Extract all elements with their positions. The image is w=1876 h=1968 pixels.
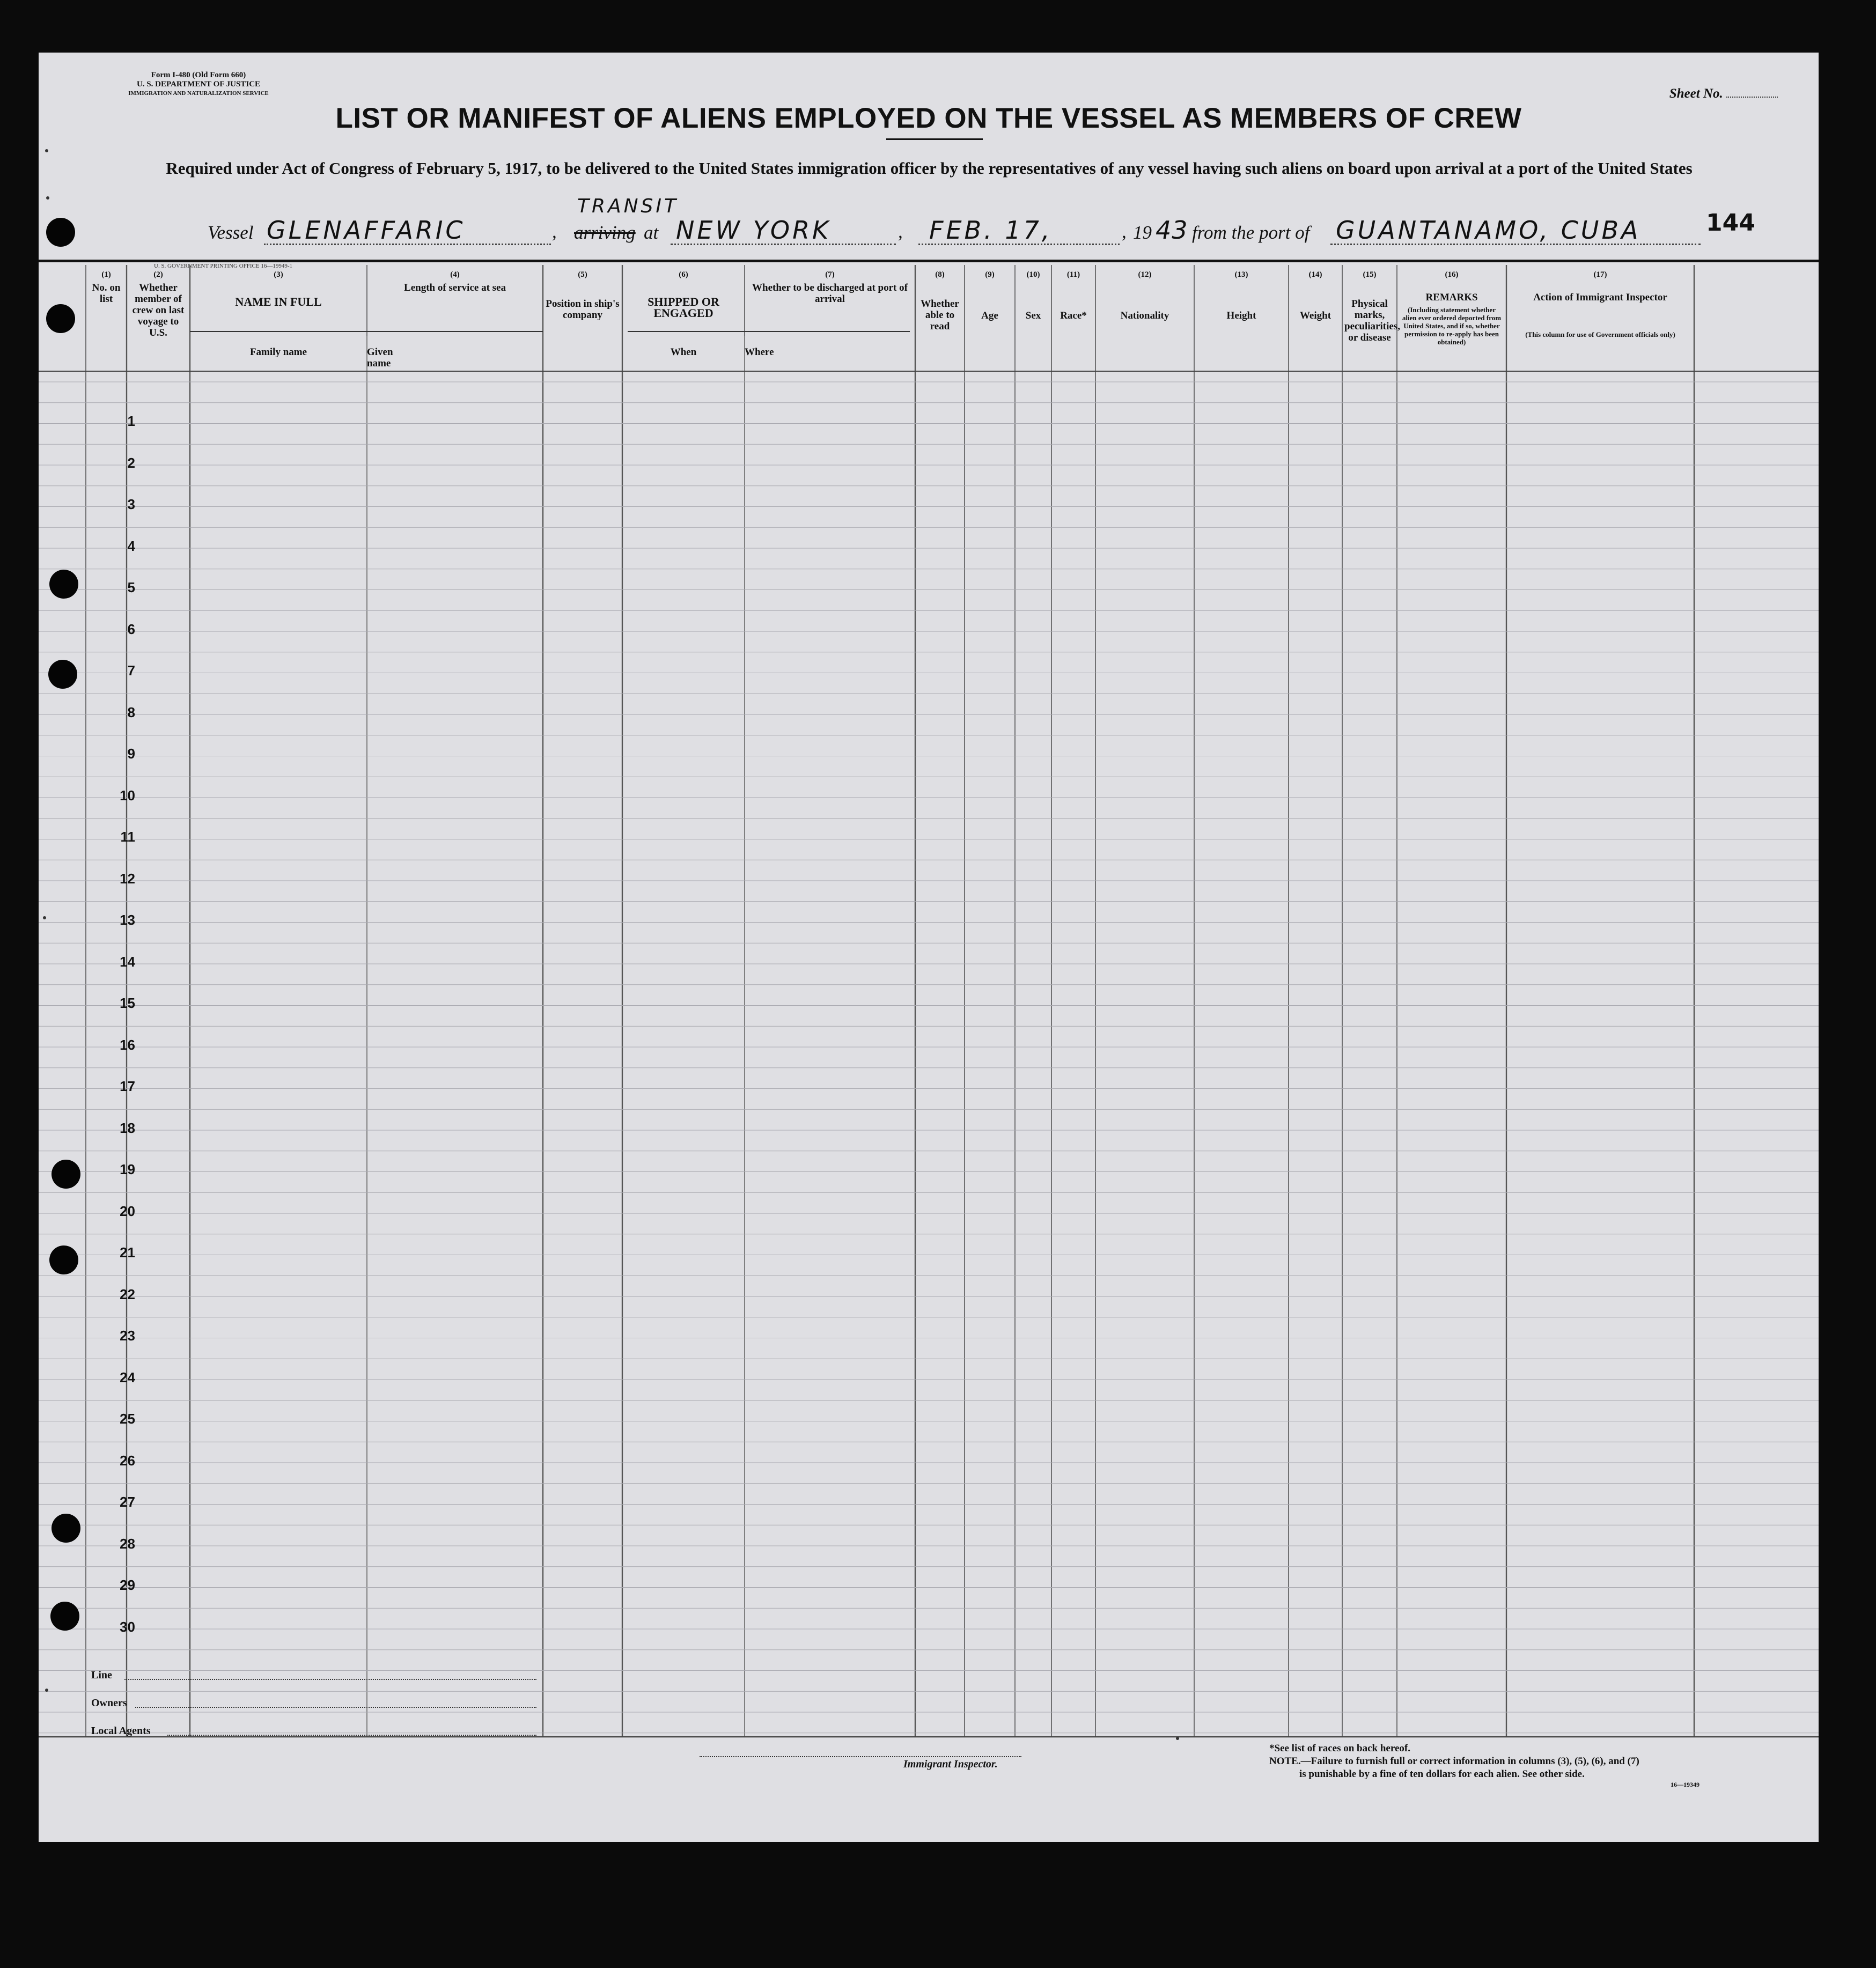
binder-hole — [46, 304, 75, 333]
column-header-note: (Including statement whether alien ever ordered deported from United States, and if so, whether permission to re-apply has been obtained) — [1402, 306, 1502, 346]
column-number: (15) — [1363, 270, 1377, 279]
at-label: at — [644, 222, 659, 243]
column-subheader: When — [670, 347, 697, 358]
binder-hole — [50, 1602, 79, 1631]
row-number: 3 — [127, 496, 135, 512]
column-header: Length of service at sea — [404, 282, 506, 293]
column-number: (11) — [1066, 270, 1080, 279]
row-number: 7 — [127, 662, 135, 679]
column-number: (14) — [1308, 270, 1322, 279]
immigrant-inspector-label: Immigrant Inspector. — [903, 1758, 998, 1770]
column-header: Age — [981, 310, 998, 321]
line-field — [124, 1679, 536, 1680]
column-number: (1) — [101, 270, 111, 279]
local-agents-field — [167, 1735, 536, 1736]
column-header: Position in ship's company — [546, 298, 620, 321]
row-number: 27 — [120, 1494, 135, 1510]
footnote-penalty-cont: is punishable by a fine of ten dollars for each alien. See other side. — [1299, 1768, 1585, 1780]
column-number: (2) — [153, 270, 163, 279]
column-header: Sex — [1025, 310, 1041, 321]
form-number: 16—19349 — [1671, 1781, 1700, 1788]
column-header: Whether able to read — [921, 298, 959, 332]
form-title: LIST OR MANIFEST OF ALIENS EMPLOYED ON THE VESSEL AS MEMBERS OF CREW — [335, 102, 1522, 134]
vessel-name-line — [264, 244, 551, 245]
line-label: Line — [91, 1669, 112, 1681]
column-header: Nationality — [1120, 310, 1169, 321]
row-number: 8 — [127, 704, 135, 720]
sheet-label: Sheet No. — [1669, 86, 1723, 101]
row-number: 30 — [120, 1618, 135, 1635]
form-id-line-2: U. S. DEPARTMENT OF JUSTICE — [136, 80, 261, 89]
binder-hole — [52, 1514, 80, 1543]
column-number: (9) — [985, 270, 995, 279]
column-header: SHIPPED OR ENGAGED — [648, 295, 719, 320]
column-number: (12) — [1138, 270, 1152, 279]
row-number: 6 — [127, 621, 135, 637]
column-number: (6) — [679, 270, 688, 279]
column-number: (4) — [450, 270, 460, 279]
row-number: 23 — [120, 1328, 135, 1344]
footnote-penalty: NOTE.—Failure to furnish full or correct information in columns (3), (5), (6), and (7) — [1269, 1756, 1639, 1767]
row-number: 26 — [120, 1452, 135, 1469]
row-number: 14 — [120, 953, 135, 970]
row-number: 1 — [127, 413, 135, 429]
inspector-signature-line — [700, 1756, 1021, 1757]
local-agents-label: Local Agents — [91, 1725, 151, 1737]
binder-hole — [48, 660, 77, 689]
vessel-label: Vessel — [208, 222, 254, 243]
paper-speck — [46, 196, 49, 200]
title-underline — [886, 138, 983, 140]
column-number: (13) — [1234, 270, 1248, 279]
row-number: 15 — [120, 995, 135, 1011]
row-number: 25 — [120, 1411, 135, 1427]
form-id-line-3: IMMIGRATION AND NATURALIZATION SERVICE — [128, 90, 269, 97]
row-number: 4 — [127, 537, 135, 554]
column-number: (8) — [935, 270, 945, 279]
row-number: 5 — [127, 579, 135, 595]
transit-word: TRANSIT — [577, 195, 679, 217]
binder-hole — [49, 1245, 78, 1274]
column-number: (17) — [1593, 270, 1607, 279]
column-subheader: Family name — [249, 347, 307, 358]
arrival-date-line — [918, 244, 1120, 245]
row-number: 22 — [120, 1286, 135, 1302]
binder-hole — [46, 218, 75, 247]
column-header: No. on list — [92, 282, 121, 305]
form-subtitle: Required under Act of Congress of February 5, 1917, to be delivered to the United States immigration officer by the representatives of any vessel having such aliens on board upon arrival at a port of the United States — [166, 159, 1693, 178]
paper-speck — [1176, 1737, 1179, 1740]
column-number: (5) — [578, 270, 587, 279]
form-identifier — [86, 71, 311, 98]
paper-speck — [43, 916, 46, 919]
owners-field — [135, 1707, 536, 1708]
row-number: 12 — [120, 870, 135, 887]
column-number: (16) — [1445, 270, 1459, 279]
departure-port-line — [1330, 244, 1701, 245]
column-header: Action of Immigrant Inspector — [1533, 292, 1667, 303]
row-number: 10 — [120, 787, 135, 804]
row-number: 19 — [120, 1161, 135, 1177]
column-header: Whether member of crew on last voyage to U.S. — [132, 282, 185, 338]
binder-hole — [49, 570, 78, 599]
sheet-number: 144 — [1706, 209, 1755, 237]
departure-port: GUANTANAMO, CUBA — [1336, 216, 1641, 245]
row-number: 29 — [120, 1577, 135, 1593]
column-header: Height — [1226, 310, 1256, 321]
arriving-label: arriving — [574, 222, 636, 243]
footnote — [1269, 1742, 1639, 1781]
paper-speck — [45, 1689, 48, 1692]
row-number: 17 — [120, 1078, 135, 1094]
column-header: Whether to be discharged at port of arrival — [752, 282, 908, 305]
row-number: 16 — [120, 1036, 135, 1053]
row-number: 28 — [120, 1535, 135, 1552]
row-number: 24 — [120, 1369, 135, 1385]
column-header: Weight — [1299, 310, 1331, 321]
owners-label: Owners — [91, 1697, 127, 1709]
sheet-blank — [1726, 86, 1778, 98]
column-number: (10) — [1026, 270, 1040, 279]
row-number: 20 — [120, 1203, 135, 1219]
column-number: (7) — [825, 270, 835, 279]
arrival-date: FEB. 17, — [929, 216, 1053, 245]
row-number: 2 — [127, 454, 135, 471]
vessel-name: GLENAFFARIC — [267, 216, 466, 245]
printer-line: U. S. GOVERNMENT PRINTING OFFICE 16—19949-1 — [154, 263, 293, 269]
footnote-races: *See list of races on back hereof. — [1269, 1743, 1410, 1754]
row-number: 18 — [120, 1119, 135, 1136]
from-port-label: from the port of — [1192, 222, 1310, 243]
manifest-grid — [39, 261, 1819, 1741]
manifest-sheet: Form I-480 (Old Form 660) U. S. DEPARTMENT OF JUSTICE IMMIGRATION AND NATURALIZATION SERVICE Sheet No. LIST OR MANIFEST OF ALIENS EMPLOYED ON THE VESSEL AS MEMBERS OF CREW Required under Act of Congress of February 5, 1917, to be delivered to the United States immigration officer by the representatives of any vessel having such aliens on board upon arrival at a port of the United States Vessel GLENAFFARIC , TRANSIT arriving at NEW YORK , FEB. 17, , 19 43 from the port of GUANTANAMO, CUBA 144 U. S. GOVERNMENT PRINTING OFFICE 16—19949-1 (1) No. on list (2) Whether member of crew on last voyage to U.S. (3) NAME IN FULL Family name Given name (4) Length of service at sea (5) Position in ship's company (6) SHIPPED OR ENGAGED When Where (7) Whether to be discharged at port of arrival (8) Whether able to read (9) Age (10) Sex (11) Race* (12) Nationality (13) Height (14) Weight (15) Physical marks, peculiarities, or disease (16) REMARKS (Including statement whether alien ever ordered deported from United States, and if so, whether permission to re-apply has been obtained) (17) Action of Immigrant Inspector (This column for use of Government officials only) 1 2 3 4 5 6 7 8 9 10 11 12 13 14 15 16 17 18 19 20 21 22 23 24 25 26 27 28 29 30 Line Owners Local Agents Immigrant Inspector. *See list of races on back hereof. NOTE.—Failure to furnish full or correct information in columns (3), (5), (6), and (7) is punishable by a fine of ten dollars for each alien. See other side. 16—19349 — [39, 53, 1819, 1842]
row-number: 21 — [120, 1244, 135, 1261]
column-number: (3) — [274, 270, 283, 279]
column-header: REMARKS — [1425, 292, 1478, 303]
vessel-line: Vessel GLENAFFARIC , TRANSIT arriving at NEW YORK , FEB. 17, , 19 43 from the port of GUANTANAMO, CUBA — [39, 213, 1819, 251]
column-header: Physical marks, peculiarities, or disease — [1344, 298, 1400, 343]
arrival-port: NEW YORK — [676, 216, 832, 245]
column-header-note: (This column for use of Government officials only) — [1525, 330, 1675, 338]
paper-speck — [45, 149, 48, 152]
year-prefix: 19 — [1133, 222, 1152, 243]
arrival-port-line — [671, 244, 896, 245]
binder-hole — [52, 1160, 80, 1189]
row-number: 13 — [120, 912, 135, 928]
sheet-number-field — [1669, 86, 1778, 101]
row-number: 11 — [120, 829, 135, 845]
column-header: Race* — [1060, 310, 1087, 321]
column-header: NAME IN FULL — [235, 295, 322, 308]
year-suffix: 43 — [1156, 216, 1188, 245]
form-id-line-1: Form I-480 (Old Form 660) — [151, 71, 246, 79]
row-number: 9 — [127, 746, 135, 762]
